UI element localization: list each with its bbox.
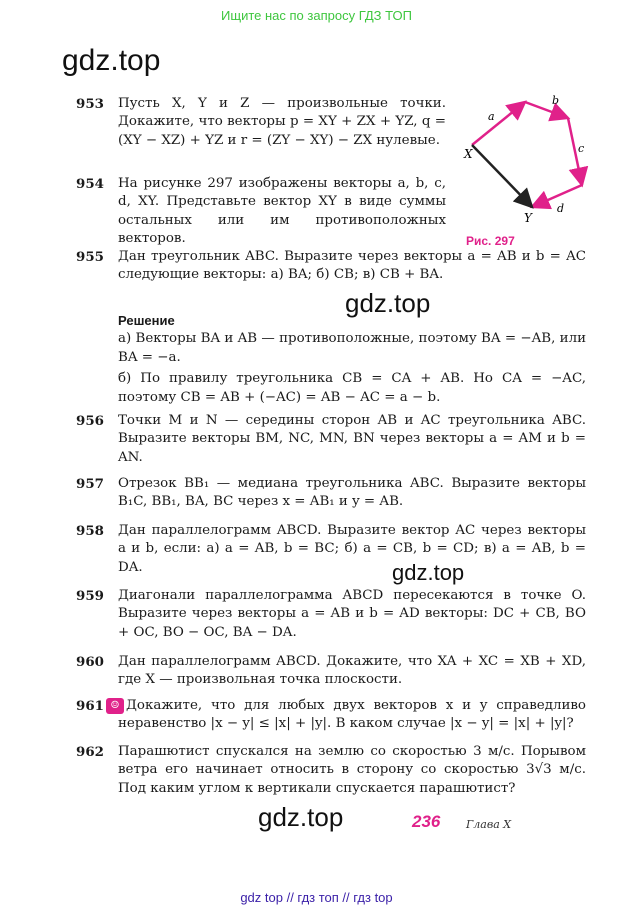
problem-number: 953	[76, 96, 104, 112]
solution-part-a: а) Векторы BA и AB — противоположные, поэтому BA = −AB, или BA = −a.	[118, 331, 586, 365]
problem-text: Дан треугольник ABC. Выразите через векторы a = AB и b = AC следующие векторы: а) BA; б) CB; в) CB + BA.	[118, 249, 586, 283]
watermark-logo: gdz.top	[345, 288, 431, 318]
problem-text: Докажите, что для любых двух векторов x и y справедливо неравенство |x − y| ≤ |x| + |y|. В каком случае |x − y| = |x| + |y|?	[118, 698, 586, 732]
solution-part-b: б) По правилу треугольника CB = CA + AB. Но CA = −AC, поэтому CB = AB + (−AC) = AB − AC = a − b.	[118, 371, 586, 405]
problem-number: 955	[76, 249, 104, 265]
problem-number: 954	[76, 176, 104, 192]
problem-956	[76, 412, 586, 467]
problem-957	[76, 475, 586, 512]
problem-953	[76, 95, 446, 150]
problem-959	[76, 587, 586, 642]
problem-text: Парашютист спускался на землю со скоростью 3 м/с. Порывом ветра его начинает относить в сторону со скоростью 3√3 м/с. Под каким углом к вертикали спускается парашютист?	[118, 744, 586, 796]
watermark-logo: gdz.top	[392, 560, 465, 585]
chapter-label: Глава X	[466, 818, 512, 831]
figure-caption: Рис. 297	[466, 234, 515, 248]
vector-a	[472, 102, 525, 145]
page-number: 236	[412, 812, 441, 831]
problem-number: 956	[76, 413, 104, 429]
problem-number: 962	[76, 744, 104, 760]
problem-text: Дан параллелограмм ABCD. Выразите вектор AC через векторы a и b, если: а) a = AB, b = BC; б) a = CB, b = CD; в) a = AB, b = DA.	[118, 523, 586, 575]
problem-number: 960	[76, 654, 104, 670]
problem-number: 957	[76, 476, 104, 492]
problem-text: Отрезок BB₁ — медиана треугольника ABC. Выразите векторы B₁C, BB₁, BA, BC через x = AB₁ и y = AB.	[118, 476, 586, 510]
problem-number: 958	[76, 523, 104, 539]
vector-xy	[472, 145, 532, 207]
problem-954	[76, 175, 446, 249]
problem-number: 961	[76, 698, 104, 714]
label-d: d	[557, 202, 565, 215]
watermark-logo: gdz.top	[62, 44, 161, 77]
group-work-icon: ☺	[106, 698, 124, 714]
label-b: b	[552, 94, 560, 107]
problem-text: Дан параллелограмм ABCD. Докажите, что XA + XC = XB + XD, где X — произвольная точка плоскости.	[118, 654, 586, 688]
problem-955	[76, 248, 586, 285]
problem-number: 959	[76, 588, 104, 604]
label-a: a	[488, 110, 495, 123]
solution-block	[76, 312, 586, 407]
problem-960	[76, 653, 586, 690]
footer-links[interactable]: gdz top // гдз топ // гдз top	[240, 890, 393, 905]
top-banner[interactable]: Ищите нас по запросу ГДЗ ТОП	[221, 8, 412, 23]
label-x: X	[464, 147, 473, 161]
problem-text: На рисунке 297 изображены векторы a, b, c, d, XY. Представьте вектор XY в виде суммы остальных или им противоположных векторов.	[118, 176, 446, 247]
figure-297	[460, 90, 600, 235]
problem-962	[76, 743, 586, 798]
problem-text: Диагонали параллелограмма ABCD пересекаются в точке O. Выразите через векторы a = AB и b = AD векторы: DC + CB, BO + OC, BO − OC, BA − DA.	[118, 588, 586, 640]
problem-961	[76, 697, 586, 734]
problem-text: Пусть X, Y и Z — произвольные точки. Докажите, что векторы p = XY + ZX + YZ, q = (XY − XZ) + YZ и r = (ZY − XY) − ZX нулевые.	[118, 96, 446, 148]
label-c: c	[578, 142, 585, 155]
solution-heading: Решение	[118, 313, 175, 328]
problem-text: Точки M и N — середины сторон AB и AC треугольника ABC. Выразите векторы BM, NC, MN, BN через векторы a = AM и b = AN.	[118, 413, 586, 465]
problem-958	[76, 522, 586, 577]
watermark-logo: gdz.top	[258, 802, 344, 832]
vector-b	[525, 102, 568, 118]
label-y: Y	[524, 211, 532, 225]
